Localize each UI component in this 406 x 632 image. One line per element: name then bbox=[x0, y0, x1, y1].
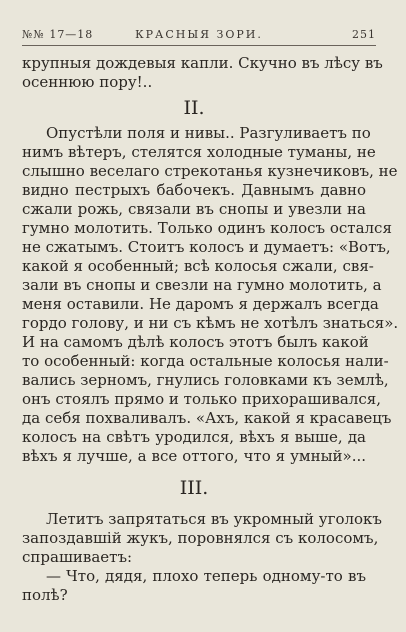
text-line: вѣхъ я лучше, а все оттого, что я умный»... bbox=[22, 447, 366, 465]
text-line: не сжатымъ. Стоитъ колосъ и думаетъ: «Вотъ, bbox=[22, 238, 391, 256]
text-line: слышно веселаго стрекотанья кузнечиковъ, не bbox=[22, 162, 398, 180]
section-2-text bbox=[22, 124, 399, 466]
text-line: гумно молотить. Только одинъ колосъ остался bbox=[22, 219, 392, 237]
text-line: колосъ на свѣтъ уродился, вѣхъ я выше, да bbox=[22, 428, 366, 446]
header-rule bbox=[22, 45, 376, 46]
text-line: онъ стоялъ прямо и только прихорашивался, bbox=[22, 390, 381, 408]
text-line: нимъ вѣтеръ, стелятся холодные туманы, не bbox=[22, 143, 376, 161]
text-line: полѣ? bbox=[22, 586, 68, 604]
page-body bbox=[22, 54, 399, 605]
page-number: 251 bbox=[352, 28, 376, 41]
text-line: меня оставили. Не даромъ я держалъ всегда bbox=[22, 295, 379, 313]
section-3-text bbox=[22, 510, 382, 605]
text-line: зали въ снопы и свезли на гумно молотить, а bbox=[22, 276, 382, 294]
text-line: — Что, дядя, плохо теперь одному-то въ bbox=[46, 567, 366, 585]
text-line: Летитъ запрятаться въ укромный уголокъ bbox=[46, 510, 382, 528]
section-heading-3: III. bbox=[179, 477, 209, 499]
text-line: да себя похваливалъ. «Ахъ, какой я красавецъ bbox=[22, 409, 392, 427]
text-line: запоздавшій жукъ, поровнялся съ колосомъ, bbox=[22, 529, 379, 547]
text-line: какой я особенный; всѣ колосья сжали, свя- bbox=[22, 257, 374, 275]
text-line: вались зерномъ, гнулись головками къ землѣ, bbox=[22, 371, 389, 389]
issue-number: №№ 17—18 bbox=[22, 28, 94, 41]
journal-title: КРАСНЫЯ ЗОРИ. bbox=[135, 28, 263, 41]
section-1-tail bbox=[22, 54, 383, 92]
running-header bbox=[22, 28, 376, 46]
text-line: видно пестрыхъ бабочекъ. Давнымъ давно bbox=[22, 181, 366, 199]
text-line: сжали рожь, связали въ снопы и увезли на bbox=[22, 200, 366, 218]
section-heading-2: II. bbox=[183, 97, 205, 119]
text-line: гордо голову, и ни съ кѣмъ не хотѣлъ знаться». bbox=[22, 314, 399, 332]
text-line: И на самомъ дѣлѣ колосъ этотъ былъ какой bbox=[22, 333, 369, 351]
text-line: крупныя дождевыя капли. Скучно въ лѣсу въ bbox=[22, 54, 383, 72]
text-line: спрашиваетъ: bbox=[22, 548, 133, 566]
text-line: то особенный: когда остальные колосья нали- bbox=[22, 352, 389, 370]
text-line: осеннюю пору!.. bbox=[22, 73, 153, 91]
text-line: Опустѣли поля и нивы.. Разгуливаетъ по bbox=[46, 124, 371, 142]
